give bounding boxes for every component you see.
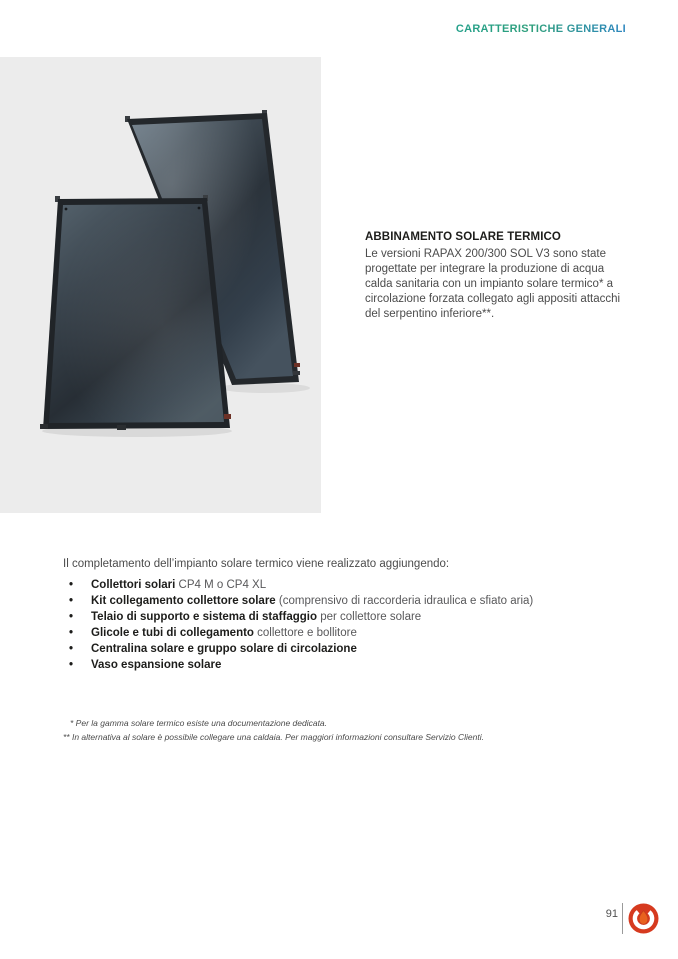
- bullet-icon: •: [69, 627, 74, 639]
- article-body: Le versioni RAPAX 200/300 SOL V3 sono state progettate per integrare la produzione di acqua calda sanitaria con un impianto solare termico* a circolazione forzata collegato agli appositi attacchi del serpentino inferiore**.: [365, 248, 621, 320]
- page-number: 91: [605, 908, 618, 920]
- bullet-icon: •: [69, 659, 74, 671]
- list-item: • Kit collegamento collettore solare (comprensivo di raccorderia idraulica e sfiato aria): [63, 593, 648, 609]
- solar-panels-illustration: [0, 57, 321, 513]
- front-panel: [40, 195, 231, 430]
- brand-flame-logo-icon: [628, 903, 659, 934]
- list-item: • Collettori solari CP4 M o CP4 XL: [63, 577, 648, 593]
- completion-section: [63, 556, 648, 673]
- completion-list: [63, 577, 648, 673]
- footnote-1: * Per la gamma solare termico esiste una documentazione dedicata.: [70, 718, 328, 728]
- list-item: • Vaso espansione solare: [63, 657, 648, 673]
- list-item: • Telaio di supporto e sistema di staffaggio per collettore solare: [63, 609, 648, 625]
- bullet-icon: •: [69, 611, 74, 623]
- completion-intro: Il completamento dell’impianto solare termico viene realizzato aggiungendo:: [63, 558, 450, 570]
- bullet-icon: •: [69, 643, 74, 655]
- footnotes: [63, 717, 583, 744]
- footer-divider: [622, 903, 623, 934]
- product-image-panel: [0, 57, 321, 513]
- list-item: • Glicole e tubi di collegamento collettore e bollitore: [63, 625, 648, 641]
- bullet-icon: •: [69, 579, 74, 591]
- article-heading: ABBINAMENTO SOLARE TERMICO: [365, 231, 561, 243]
- bullet-icon: •: [69, 595, 74, 607]
- list-item: • Centralina solare e gruppo solare di circolazione: [63, 641, 648, 657]
- section-header: CARATTERISTICHE GENERALI: [455, 23, 626, 35]
- footnote-2: ** In alternativa al solare è possibile collegare una caldaia. Per maggiori informazioni consultare Servizio Clienti.: [63, 731, 484, 742]
- article-abbinamento: [365, 231, 621, 322]
